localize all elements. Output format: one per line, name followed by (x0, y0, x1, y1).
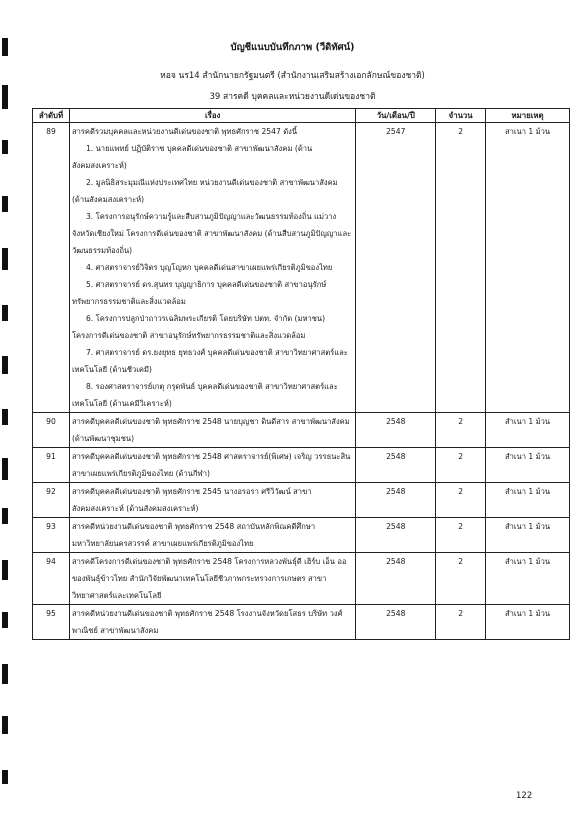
row-remarks: สาเนา 1 ม้วน (486, 123, 570, 413)
row-subject (69, 448, 355, 483)
row-number: 90 (33, 413, 70, 448)
row-date: 2548 (356, 605, 436, 640)
table-row (33, 413, 570, 448)
row-remarks: สำเนา 1 ม้วน (486, 553, 570, 605)
subject-list-item: 2. มูลนิธิสระมุมณีแห่งประเทศไทย หน่วยงานดีเด่นของชาติ สาขาพัฒนาสังคม (ด้านสังคมสงเคราะห์) (71, 178, 338, 204)
binder-margin-marks (0, 0, 14, 829)
column-header-subject: เรื่อง (69, 109, 355, 123)
table-row (33, 123, 570, 413)
row-remarks: สำเนา 1 ม้วน (486, 518, 570, 553)
document-subtitle-series: 39 สารคดี บุคคลและหน่วยงานดีเด่นของชาติ (209, 92, 376, 102)
row-subject (69, 413, 355, 448)
column-header-number: ลำดับที่ (33, 109, 70, 123)
subject-lead-text: สารคดีหน่วยงานดีเด่นของชาติ พุทธศักราช 2548 สถาบันหลักพิณคดีศึกษา มหาวิทยาลัยนครสวรรค์ สาขาเผยแพร่เกียรติภูมิของไทย (71, 522, 316, 548)
row-number: 89 (33, 123, 70, 413)
subject-list-item: 5. ศาสตราจารย์ ดร.สุนทร บุญญาธิการ บุคคลดีเด่นของชาติ สาขาอนุรักษ์ทรัพยากรธรรมชาติและสิ่งแวดล้อม (71, 280, 327, 306)
row-date: 2548 (356, 448, 436, 483)
subject-list-item: 1. นายแพทย์ ปฏิบัติราช บุคคลดีเด่นของชาติ สาขาพัฒนาสังคม (ด้านสังคมสงเคราะห์) (71, 144, 313, 170)
row-date: 2548 (356, 413, 436, 448)
page-number: 122 (516, 791, 533, 801)
row-number: 94 (33, 553, 70, 605)
subject-list-item: 7. ศาสตราจารย์ ดร.ยงยุทธ ยุทธวงศ์ บุคคลดีเด่นของชาติ สาขาวิทยาศาสตร์และเทคโนโลยี (ด้านชีวเคมี) (71, 348, 348, 374)
row-quantity: 2 (436, 123, 486, 413)
row-quantity: 2 (436, 483, 486, 518)
row-remarks: สำเนา 1 ม้วน (486, 413, 570, 448)
subject-list-item: 4. ศาสตราจารย์วิจิตร บุญโญหก บุคคลดีเด่นสาขาเผยแพร่เกียรติภูมิของไทย (85, 263, 333, 272)
row-quantity: 2 (436, 553, 486, 605)
table-row (33, 448, 570, 483)
row-date: 2548 (356, 553, 436, 605)
subject-lead-text: สารคดีหน่วยงานดีเด่นของชาติ พุทธศักราช 2548 โรงงานจังหวัดยโสธร บริษัท วงศ์พาณิชย์ สาขาพัฒนาสังคม (71, 609, 343, 635)
row-quantity: 2 (436, 413, 486, 448)
row-number: 92 (33, 483, 70, 518)
row-quantity: 2 (436, 518, 486, 553)
document-subtitle-agency: หอจ นร14 สำนักนายกรัฐมนตรี (สำนักงานเสริมสร้างเอกลักษณ์ของชาติ) (160, 71, 425, 81)
subject-list-item: 6. โครงการปลูกป่าถาวรเฉลิมพระเกียรติ โดยบริษัท ปตท. จำกัด (มหาชน) โครงการดีเด่นของชาติ สาขาอนุรักษ์ทรัพยากรธรรมชาติและสิ่งแวดล้อม (71, 314, 326, 340)
row-subject (69, 483, 355, 518)
row-number: 93 (33, 518, 70, 553)
subject-lead-text: สารคดีโครงการดีเด่นของชาติ พุทธศักราช 2548 โครงการหลวงพันธุ์ดี เฮิร์บ เอ็น ออ ของพันธุ์ข้าวไทย สำนักวิจัยพัฒนาเทคโนโลยีชีวภาพกระทรวงการเกษตร สาขาวิทยาศาสตร์และเทคโนโลยี (71, 557, 347, 600)
records-table (32, 108, 570, 640)
subject-lead-text: สารคดีบุคคลดีเด่นของชาติ พุทธศักราช 2548 ศาสตราจารย์(พิเศษ) เจริญ วรรธนะสิน สาขาเผยแพร่เกียรติภูมิของไทย (ด้านกีฬา) (71, 452, 351, 478)
row-subject (69, 605, 355, 640)
row-remarks: สำเนา 1 ม้วน (486, 605, 570, 640)
subject-lead-text: สารคดีบุคคลดีเด่นของชาติ พุทธศักราช 2548 นายบุญชา ดินดีสาร สาขาพัฒนาสังคม (ด้านพัฒนาชุมชน) (71, 417, 350, 443)
row-subject (69, 553, 355, 605)
row-quantity: 2 (436, 605, 486, 640)
table-header-row (33, 109, 570, 123)
subject-list-item: 3. โครงการอนุรักษ์ความรู้และสืบสานภูมิปัญญาและวัฒนธรรมท้องถิ่น แม่วาง จังหวัดเชียงใหม่ โครงการดีเด่นของชาติ สาขาพัฒนาสังคม (ด้านสืบสานภูมิปัญญาและวัฒนธรรมท้องถิ่น) (71, 212, 352, 255)
column-header-quantity: จำนวน (436, 109, 486, 123)
row-number: 95 (33, 605, 70, 640)
row-remarks: สำเนา 1 ม้วน (486, 483, 570, 518)
row-date: 2547 (356, 123, 436, 413)
document-title: บัญชีแนบบันทึกภาพ (วีดิทัศน์) (230, 42, 355, 53)
column-header-date: วัน/เดือน/ปี (356, 109, 436, 123)
row-subject (69, 518, 355, 553)
table-row (33, 518, 570, 553)
row-number: 91 (33, 448, 70, 483)
row-quantity: 2 (436, 448, 486, 483)
table-row (33, 605, 570, 640)
subject-list-item: 8. รองศาสตราจารย์เกตุ กรุดพันธ์ บุคคลดีเด่นของชาติ สาขาวิทยาศาสตร์และเทคโนโลยี (ด้านเคมีวิเคราะห์) (71, 382, 338, 408)
column-header-remarks: หมายเหตุ (486, 109, 570, 123)
row-date: 2548 (356, 518, 436, 553)
subject-lead-text: สารคดีรวมบุคคลและหน่วยงานดีเด่นของชาติ พุทธศักราช 2547 ดังนี้ (71, 127, 298, 136)
table-row (33, 553, 570, 605)
row-remarks: สำเนา 1 ม้วน (486, 448, 570, 483)
row-date: 2548 (356, 483, 436, 518)
row-subject (69, 123, 355, 413)
table-row (33, 483, 570, 518)
subject-lead-text: สารคดีบุคคลดีเด่นของชาติ พุทธศักราช 2545 นางอรอรา ศรีวิวัฒน์ สาขาสังคมสงเคราะห์ (ด้านสังคมสงเคราะห์) (71, 487, 312, 513)
